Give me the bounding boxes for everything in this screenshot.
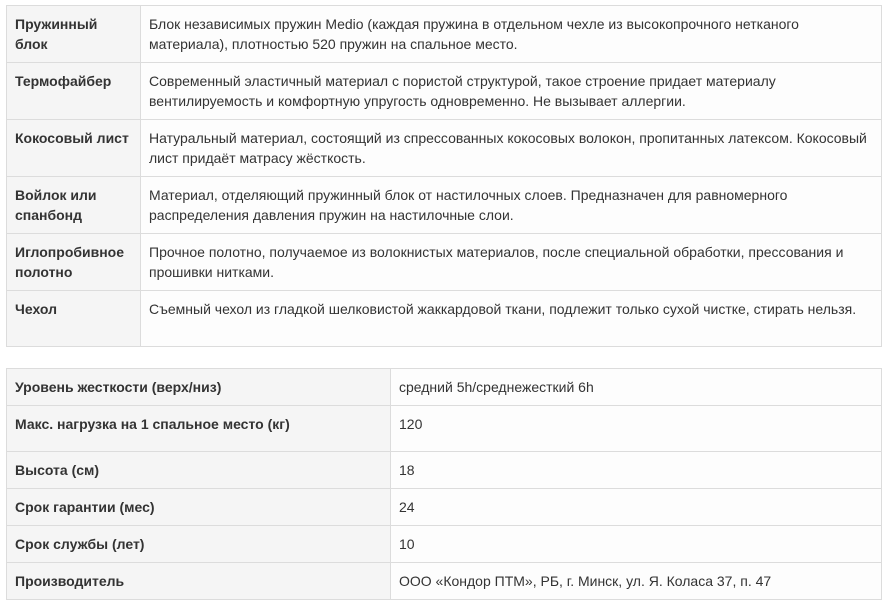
- table-row: [7, 489, 882, 526]
- material-name: Термофайбер: [7, 63, 141, 120]
- table-row: [7, 234, 882, 291]
- table-row: [7, 452, 882, 489]
- material-name: Кокосовый лист: [7, 120, 141, 177]
- material-description: Натуральный материал, состоящий из спрессованных кокосовых волокон, пропитанных латексом. Кокосовый лист придаёт матрасу жёсткость.: [141, 120, 882, 177]
- material-description: Материал, отделяющий пружинный блок от настилочных слоев. Предназначен для равномерного распределения давления пружин на настилочные слои.: [141, 177, 882, 234]
- specs-table: [6, 368, 882, 600]
- spec-key: Производитель: [7, 563, 391, 600]
- spec-value: 24: [391, 489, 882, 526]
- material-name: Чехол: [7, 291, 141, 347]
- spec-key: Макс. нагрузка на 1 спальное место (кг): [7, 406, 391, 452]
- materials-table: [6, 5, 882, 347]
- table-row: [7, 563, 882, 600]
- material-description: Съемный чехол из гладкой шелковистой жаккардовой ткани, подлежит только сухой чистке, стирать нельзя.: [141, 291, 882, 347]
- table-row: [7, 406, 882, 452]
- spec-value: средний 5h/среднежесткий 6h: [391, 369, 882, 406]
- material-name: Иглопробивное полотно: [7, 234, 141, 291]
- table-row: [7, 291, 882, 347]
- spec-value: 10: [391, 526, 882, 563]
- table-row: [7, 63, 882, 120]
- table-row: [7, 177, 882, 234]
- table-row: [7, 120, 882, 177]
- material-description: Блок независимых пружин Medio (каждая пружина в отдельном чехле из высокопрочного нетканого материала), плотностью 520 пружин на спальное место.: [141, 6, 882, 63]
- table-row: [7, 369, 882, 406]
- material-description: Прочное полотно, получаемое из волокнистых материалов, после специальной обработки, прессования и прошивки нитками.: [141, 234, 882, 291]
- spec-key: Срок службы (лет): [7, 526, 391, 563]
- spec-value: 18: [391, 452, 882, 489]
- material-name: Войлок или спанбонд: [7, 177, 141, 234]
- spec-value: ООО «Кондор ПТМ», РБ, г. Минск, ул. Я. Коласа 37, п. 47: [391, 563, 882, 600]
- table-row: [7, 6, 882, 63]
- table-row: [7, 526, 882, 563]
- spec-key: Срок гарантии (мес): [7, 489, 391, 526]
- material-name: Пружинный блок: [7, 6, 141, 63]
- spec-value: 120: [391, 406, 882, 452]
- material-description: Современный эластичный материал с пористой структурой, такое строение придает материалу вентилируемость и комфортную упругость одновременно. Не вызывает аллергии.: [141, 63, 882, 120]
- spec-key: Высота (см): [7, 452, 391, 489]
- spec-key: Уровень жесткости (верх/низ): [7, 369, 391, 406]
